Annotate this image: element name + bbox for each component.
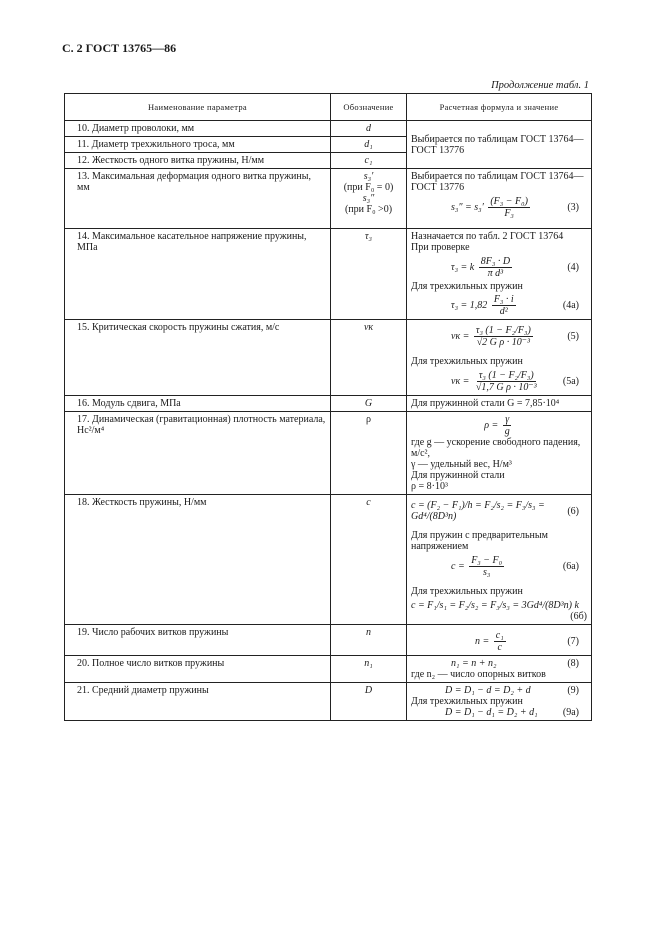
equation-number: (6) xyxy=(567,505,579,517)
symbol-s3-double-prime: s₃″ xyxy=(362,193,375,204)
param-symbol: vк xyxy=(331,320,407,396)
param-symbol: c₁ xyxy=(331,153,407,169)
formula-text: γ — удельный вес, Н/м³ xyxy=(411,459,512,470)
equation-number: (7) xyxy=(567,636,579,647)
param-formula xyxy=(407,495,592,625)
param-name: 17. Динамическая (гравитационная) плотность материала, Нс²/м⁴ xyxy=(65,412,331,495)
formula-text: Для трехжильных пружин xyxy=(411,586,523,597)
eq-numerator: γ xyxy=(505,414,510,425)
param-name: 13. Максимальная деформация одного витка пружины, мм xyxy=(65,169,331,229)
param-name: 12. Жесткость одного витка пружины, Н/мм xyxy=(65,153,331,169)
param-formula: Для пружинной стали G = 7,85·10⁴ xyxy=(407,396,592,412)
eq-numerator: 8F₃ · D xyxy=(480,256,511,267)
param-name: 15. Критическая скорость пружины сжатия, м/с xyxy=(65,320,331,396)
param-name: 10. Диаметр проволоки, мм xyxy=(65,121,331,137)
param-symbol: n₁ xyxy=(331,656,407,683)
param-formula xyxy=(407,320,592,396)
column-header-name: Наименование параметра xyxy=(65,94,331,121)
equation-number: (6б) xyxy=(570,611,587,622)
param-formula: Выбирается по таблицам ГОСТ 13764—ГОСТ 13776 xyxy=(407,121,592,169)
condition-f0-positive: (при F₀ >0) xyxy=(344,204,393,215)
symbol-s3-prime: s₃′ xyxy=(363,171,374,182)
equation-number: (5а) xyxy=(562,376,579,387)
eq-lhs: vк = xyxy=(451,330,470,342)
eq-denominator: g xyxy=(504,426,510,437)
eq-lhs: τ₃ = 1,82 xyxy=(451,299,488,311)
equation-number: (9) xyxy=(567,685,579,696)
formula-text: При проверке xyxy=(411,242,470,253)
param-name: 14. Максимальное касательное напряжение пружины, МПа xyxy=(65,229,331,320)
equation-number: (4) xyxy=(567,262,579,273)
formula-text: Для пружин с предварительным напряжением xyxy=(411,530,548,552)
param-formula xyxy=(407,683,592,721)
table-row xyxy=(65,683,592,721)
param-symbol: d₁ xyxy=(331,137,407,153)
equation-6a xyxy=(411,555,587,578)
table-row xyxy=(65,396,592,412)
equation-5 xyxy=(411,325,587,348)
param-name: 19. Число рабочих витков пружины xyxy=(65,625,331,656)
table-caption: Продолжение табл. 1 xyxy=(491,80,589,91)
param-name: 18. Жесткость пружины, Н/мм xyxy=(65,495,331,625)
param-symbol: D xyxy=(331,683,407,721)
param-name: 11. Диаметр трехжильного троса, мм xyxy=(65,137,331,153)
eq-body: c = F₁/s₁ = F₂/s₂ = F₃/s₃ = 3Gd⁴/(8D³n) k xyxy=(411,600,579,611)
column-header-symbol: Обозначение xyxy=(331,94,407,121)
eq-lhs: s₃″ = s₃′ xyxy=(451,201,484,213)
eq-numerator: c₁ xyxy=(495,630,504,641)
param-symbol xyxy=(331,169,407,229)
equation-number: (4а) xyxy=(562,300,579,311)
table-row xyxy=(65,169,592,229)
eq-numerator: τ₃ (1 − F₂/F₃) xyxy=(475,325,531,336)
eq-body: D = D₁ − d = D₂ + d xyxy=(445,685,531,696)
param-formula xyxy=(407,412,592,495)
equation-6b xyxy=(411,600,587,622)
table-row xyxy=(65,121,592,137)
eq-numerator: F₃ · i xyxy=(493,294,514,305)
param-symbol: c xyxy=(331,495,407,625)
eq-numerator: (F₃ − F₀) xyxy=(490,196,528,207)
table-row xyxy=(65,625,592,656)
param-name: 21. Средний диаметр пружины xyxy=(65,683,331,721)
eq-denominator: F₃ xyxy=(504,208,514,219)
formula-text: где n₂ — число опорных витков xyxy=(411,669,546,680)
formula-text: Назначается по табл. 2 ГОСТ 13764 xyxy=(411,231,564,242)
equation-rho xyxy=(411,414,587,437)
eq-lhs: vк = xyxy=(451,375,470,387)
table-row xyxy=(65,320,592,396)
condition-f0-zero: (при F₀ = 0) xyxy=(343,182,394,193)
table-row xyxy=(65,229,592,320)
param-symbol: d xyxy=(331,121,407,137)
table-row xyxy=(65,656,592,683)
equation-9a xyxy=(411,707,587,718)
equation-number: (3) xyxy=(567,202,579,213)
eq-denominator: √1,7 G ρ · 10⁻³ xyxy=(475,382,537,393)
table-row xyxy=(65,412,592,495)
eq-denominator: √2 G ρ · 10⁻³ xyxy=(476,337,530,348)
equation-number: (6а) xyxy=(562,561,579,572)
formula-text: Для трехжильных пружин xyxy=(411,281,523,292)
eq-body: D = D₁ − d₁ = D₂ + d₁ xyxy=(445,707,538,718)
formula-text: ρ = 8·10³ xyxy=(411,481,448,492)
param-symbol: ρ xyxy=(331,412,407,495)
formula-text: где g — ускорение свободного падения, м/с², xyxy=(411,437,581,459)
eq-denominator: d² xyxy=(499,306,508,317)
eq-denominator: π d³ xyxy=(487,268,504,279)
equation-5a xyxy=(411,370,587,393)
formula-text: Для трехжильных пружин xyxy=(411,356,523,367)
equation-4a xyxy=(411,294,587,317)
equation-number: (8) xyxy=(567,658,579,669)
equation-9 xyxy=(411,685,587,696)
eq-numerator: τ₃ (1 − F₂/F₃) xyxy=(478,370,534,381)
param-symbol: G xyxy=(331,396,407,412)
param-formula xyxy=(407,169,592,229)
eq-body: c = (F₂ − F₁)/h = F₂/s₂ = F₃/s₃ = Gd⁴/(8D³n) xyxy=(411,500,545,522)
table-header-row xyxy=(65,94,592,121)
page-header: С. 2 ГОСТ 13765—86 xyxy=(62,41,177,55)
column-header-formula: Расчетная формула и значение xyxy=(407,94,592,121)
eq-lhs: τ₃ = k xyxy=(451,261,475,273)
eq-lhs: c = xyxy=(451,560,465,572)
parameters-table xyxy=(64,93,592,721)
formula-text: Для пружинной стали xyxy=(411,470,505,481)
equation-number: (9а) xyxy=(562,707,579,718)
equation-6 xyxy=(411,500,587,522)
param-name: 16. Модуль сдвига, МПа xyxy=(65,396,331,412)
equation-3 xyxy=(411,196,587,219)
equation-number: (5) xyxy=(567,331,579,342)
eq-body: n₁ = n + n₂ xyxy=(451,658,497,669)
eq-denominator: s₃ xyxy=(482,567,491,578)
eq-lhs: ρ = xyxy=(484,419,499,431)
param-formula xyxy=(407,625,592,656)
formula-text: Выбирается по таблицам ГОСТ 13764—ГОСТ 13776 xyxy=(411,171,584,193)
param-symbol: n xyxy=(331,625,407,656)
param-name: 20. Полное число витков пружины xyxy=(65,656,331,683)
param-formula xyxy=(407,656,592,683)
formula-text: Для трехжильных пружин xyxy=(411,696,523,707)
table-row xyxy=(65,495,592,625)
equation-8 xyxy=(411,658,587,669)
eq-denominator: c xyxy=(497,642,502,653)
equation-7 xyxy=(411,630,587,653)
equation-4 xyxy=(411,256,587,279)
eq-numerator: F₃ − F₀ xyxy=(471,555,503,566)
eq-lhs: n = xyxy=(475,635,490,647)
param-formula xyxy=(407,229,592,320)
param-symbol: τ₃ xyxy=(331,229,407,320)
